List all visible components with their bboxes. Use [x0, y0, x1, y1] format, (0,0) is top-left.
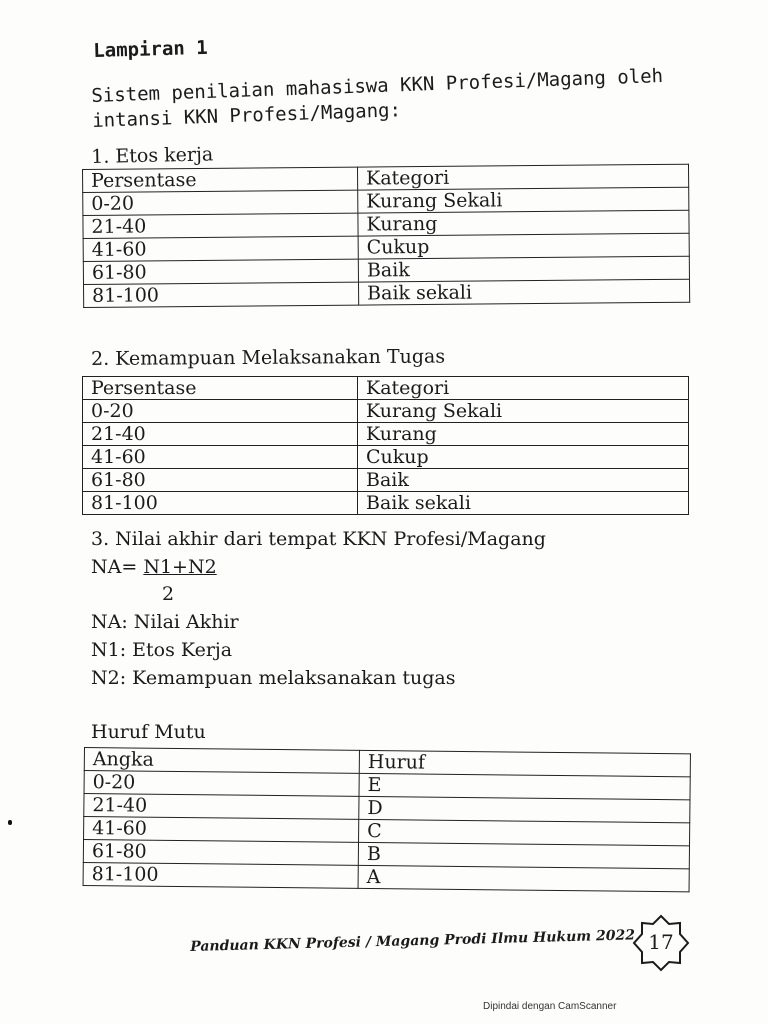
table-cell: Kurang Sekali — [358, 400, 689, 423]
table-cell: Kurang Sekali — [358, 187, 689, 213]
header-cell: Huruf — [359, 750, 690, 776]
scanner-watermark: Dipindai dengan CamScanner — [483, 1001, 617, 1012]
footer-text: Panduan KKN Profesi / Magang Prodi Ilmu Hukum 2022 — [190, 927, 636, 955]
header-cell: Persentase — [83, 377, 358, 400]
page-number: 17 — [648, 930, 674, 954]
huruf-mutu-title: Huruf Mutu — [91, 721, 206, 743]
table-cell: 21-40 — [83, 423, 358, 446]
table-cell: 21-40 — [83, 213, 358, 238]
table-cell: 21-40 — [84, 794, 359, 820]
table-row — [83, 400, 689, 423]
table-cell: Baik sekali — [358, 279, 689, 305]
table-cell: Kurang — [358, 423, 689, 446]
page-number-badge — [632, 914, 690, 972]
table-cell: 41-60 — [83, 446, 358, 469]
table-cell: Cukup — [358, 233, 689, 259]
table-row — [83, 446, 689, 469]
table-row — [84, 279, 690, 307]
header-cell: Kategori — [358, 377, 689, 400]
table-cell: C — [359, 819, 690, 845]
header-cell: Kategori — [357, 164, 688, 190]
formula-lhs: NA= — [91, 556, 138, 578]
table-cell: 81-100 — [83, 492, 358, 515]
table-row — [83, 423, 689, 446]
table-cell: A — [358, 865, 689, 891]
table-cell: 61-80 — [83, 840, 358, 866]
table-cell: 41-60 — [84, 817, 359, 843]
table-row — [83, 469, 689, 492]
table-cell: 41-60 — [83, 236, 358, 261]
intro-paragraph: Sistem penilaian mahasiswa KKN Profesi/Magang oleh intansi KKN Profesi/Magang: — [91, 65, 664, 132]
page-heading: Lampiran 1 — [93, 36, 208, 62]
table-cell: 0-20 — [84, 771, 359, 797]
formula-numerator: N1+N2 — [143, 556, 217, 578]
etos-kerja-table — [82, 164, 690, 308]
huruf-mutu-table — [83, 747, 691, 892]
table-cell: B — [358, 842, 689, 868]
table-cell: 0-20 — [83, 190, 358, 215]
table-cell: 61-80 — [83, 469, 358, 492]
header-cell: Angka — [84, 748, 359, 774]
table-cell: E — [359, 773, 690, 799]
legend-n1: N1: Etos Kerja — [91, 639, 233, 661]
scan-speck — [8, 820, 12, 825]
section-1-title: 1. Etos kerja — [91, 143, 214, 168]
section-3-title: 3. Nilai akhir dari tempat KKN Profesi/Magang — [91, 528, 546, 550]
kemampuan-table — [82, 376, 689, 515]
table-cell: Cukup — [358, 446, 689, 469]
table-cell: D — [359, 796, 690, 822]
formula — [91, 556, 217, 578]
table-cell: 0-20 — [83, 400, 358, 423]
legend-n2: N2: Kemampuan melaksanakan tugas — [91, 667, 456, 689]
formula-denominator: 2 — [162, 583, 175, 605]
table-cell: Baik sekali — [358, 492, 689, 515]
table-cell: 61-80 — [83, 259, 358, 284]
table-header-row — [83, 377, 689, 400]
header-cell: Persentase — [83, 167, 358, 192]
table-cell: Baik — [358, 469, 689, 492]
table-cell: 81-100 — [84, 282, 359, 307]
table-cell: Kurang — [358, 210, 689, 236]
legend-na: NA: Nilai Akhir — [91, 611, 239, 633]
table-row — [83, 492, 689, 515]
table-cell: Baik — [358, 256, 689, 282]
table-cell: 81-100 — [83, 862, 358, 888]
section-2-title: 2. Kemampuan Melaksanakan Tugas — [91, 345, 446, 370]
